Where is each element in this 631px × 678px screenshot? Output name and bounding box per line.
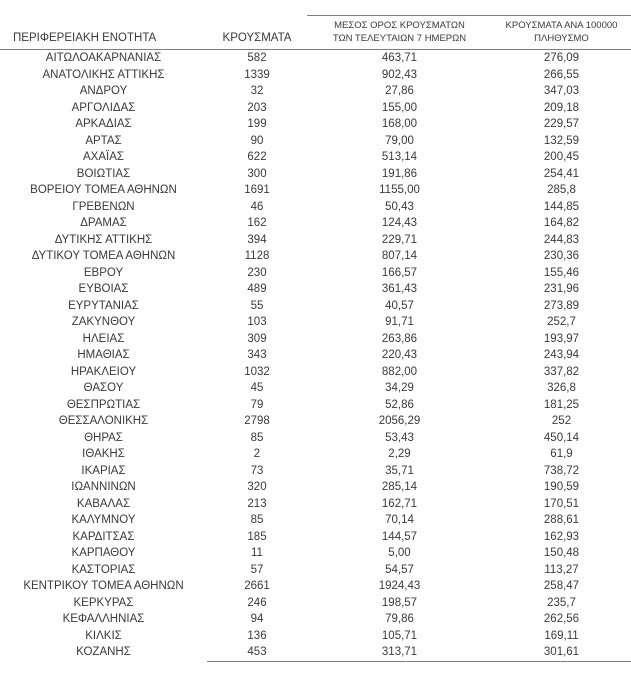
table-row	[0, 380, 631, 397]
cases-cell: 622	[247, 151, 267, 163]
region-cell: ΑΧΑΪΑΣ	[83, 151, 124, 163]
region-cell: ΔΥΤΙΚΗΣ ΑΤΤΙΚΗΣ	[54, 233, 153, 246]
cases-cell: 1032	[244, 365, 270, 378]
region-cell: ΚΑΡΠΑΘΟΥ	[71, 547, 136, 559]
per100k-cell: 235,7	[547, 596, 576, 609]
cases-cell: 246	[247, 596, 267, 609]
cases-cell: 85	[250, 431, 264, 444]
cases-cell: 394	[247, 233, 267, 246]
per100k-cell: 229,57	[543, 118, 580, 130]
per100k-cell: 326,8	[547, 382, 576, 394]
avg7-cell: 162,71	[381, 497, 418, 510]
header-avg7-line1: ΜΕΣΟΣ ΟΡΟΣ ΚΡΟΥΣΜΑΤΩΝ	[334, 20, 465, 31]
per100k-cell: 200,45	[543, 151, 580, 163]
table-header	[0, 16, 631, 50]
per100k-cell: 266,55	[543, 68, 580, 81]
table-row	[0, 248, 631, 265]
cases-cell: 199	[247, 118, 267, 130]
cases-cell: 94	[250, 613, 264, 625]
per100k-cell: 193,97	[543, 332, 580, 345]
cases-cell: 1339	[244, 68, 270, 81]
cases-cell: 136	[247, 629, 267, 642]
avg7-cell: 807,14	[381, 250, 418, 262]
cases-cell: 1128	[244, 250, 270, 262]
region-cell: ΗΡΑΚΛΕΙΟΥ	[70, 365, 137, 378]
avg7-cell: 40,57	[385, 299, 414, 312]
avg7-cell: 155,00	[381, 101, 418, 114]
region-cell: ΔΥΤΙΚΟΥ ΤΟΜΕΑ ΑΘΗΝΩΝ	[31, 250, 176, 262]
cases-cell: 90	[250, 134, 264, 147]
table-row	[0, 133, 631, 150]
region-cell: ΒΟΡΕΙΟΥ ΤΟΜΕΑ ΑΘΗΝΩΝ	[30, 184, 177, 196]
table-row	[0, 397, 631, 414]
table-row	[0, 67, 631, 84]
per100k-cell: 262,56	[543, 613, 580, 625]
table-row	[0, 463, 631, 480]
region-cell: ΚΕΝΤΡΙΚΟΥ ΤΟΜΕΑ ΑΘΗΝΩΝ	[23, 580, 184, 592]
cases-cell: 73	[250, 464, 264, 477]
table-row	[0, 50, 631, 67]
table-row	[0, 331, 631, 348]
per100k-cell: 231,96	[543, 283, 580, 295]
region-cell: ΚΑΒΑΛΑΣ	[76, 497, 131, 510]
header-per100k-line2: ΠΛΗΘΥΣΜΟ	[534, 33, 589, 44]
table-row	[0, 116, 631, 133]
avg7-cell: 53,43	[385, 431, 414, 444]
per100k-cell: 164,82	[543, 217, 580, 229]
cases-cell: 85	[250, 514, 264, 526]
cases-cell: 320	[247, 481, 267, 493]
per100k-cell: 276,09	[543, 52, 580, 64]
region-cell: ΚΕΡΚΥΡΑΣ	[73, 596, 134, 609]
per100k-cell: 169,11	[544, 629, 579, 642]
per100k-cell: 258,47	[543, 580, 580, 592]
region-cell: ΘΕΣΣΑΛΟΝΙΚΗΣ	[58, 415, 149, 427]
region-cell: ΙΘΑΚΗΣ	[82, 448, 125, 460]
per100k-cell: 450,14	[543, 431, 580, 444]
avg7-cell: 105,71	[381, 629, 418, 642]
region-cell: ΙΩΑΝΝΙΝΩΝ	[71, 481, 136, 493]
per100k-cell: 61,9	[550, 448, 573, 460]
table-row	[0, 149, 631, 166]
region-cell: ΚΙΛΚΙΣ	[85, 629, 122, 642]
table-row	[0, 628, 631, 645]
cases-cell: 343	[247, 349, 267, 361]
per100k-cell: 244,83	[543, 233, 580, 246]
avg7-cell: 79,00	[385, 134, 414, 147]
table-row	[0, 215, 631, 232]
table-row	[0, 281, 631, 298]
per100k-cell: 181,25	[543, 398, 580, 411]
region-cell: ΖΑΚΥΝΘΟΥ	[71, 316, 136, 328]
avg7-cell: 1924,43	[378, 580, 421, 592]
table-row	[0, 512, 631, 529]
table-row	[0, 314, 631, 331]
region-cell: ΓΡΕΒΕΝΩΝ	[72, 200, 135, 213]
per100k-cell: 285,8	[547, 184, 576, 196]
avg7-cell: 79,86	[385, 613, 414, 625]
region-cell: ΕΥΒΟΙΑΣ	[78, 283, 129, 295]
cases-cell: 213	[247, 497, 267, 510]
avg7-cell: 52,86	[385, 398, 414, 411]
region-cell: ΘΕΣΠΡΩΤΙΑΣ	[66, 398, 141, 411]
region-cell: ΚΕΦΑΛΛΗΝΙΑΣ	[62, 613, 145, 625]
cases-cell: 32	[250, 85, 264, 97]
region-cell: ΔΡΑΜΑΣ	[80, 217, 127, 229]
table-row	[0, 578, 631, 595]
table-row	[0, 446, 631, 463]
avg7-cell: 361,43	[381, 283, 418, 295]
table-row	[0, 611, 631, 628]
header-avg7	[307, 16, 492, 50]
avg7-cell: 220,43	[381, 349, 418, 361]
avg7-cell: 27,86	[385, 85, 414, 97]
avg7-cell: 313,71	[307, 644, 492, 661]
avg7-cell: 1155,00	[379, 184, 420, 196]
per100k-cell: 155,46	[543, 266, 580, 279]
cases-cell: 162	[247, 217, 267, 229]
per100k-cell: 273,89	[543, 299, 580, 312]
avg7-cell: 144,57	[381, 530, 418, 543]
table-row	[0, 562, 631, 579]
region-cell: ΚΑΡΔΙΤΣΑΣ	[72, 530, 135, 543]
region-cell: ΘΗΡΑΣ	[84, 431, 123, 444]
region-cell: ΑΝΑΤΟΛΙΚΗΣ ΑΤΤΙΚΗΣ	[42, 68, 165, 81]
avg7-cell: 902,43	[381, 68, 418, 81]
table-row	[0, 644, 631, 661]
cases-cell: 11	[251, 547, 263, 559]
region-cell: ΗΜΑΘΙΑΣ	[77, 349, 130, 361]
avg7-cell: 166,57	[381, 266, 418, 279]
per100k-cell: 150,48	[543, 547, 580, 559]
avg7-cell: 285,14	[381, 481, 418, 493]
avg7-cell: 91,71	[385, 316, 414, 328]
region-cell: ΚΟΖΑΝΗΣ	[76, 646, 131, 659]
region-cell: ΑΡΓΟΛΙΔΑΣ	[71, 101, 136, 114]
per100k-cell: 209,18	[543, 101, 580, 114]
cases-cell: 309	[247, 332, 267, 345]
per100k-cell: 347,03	[543, 85, 580, 97]
cases-cell: 582	[247, 52, 267, 64]
avg7-cell: 198,57	[381, 596, 418, 609]
per100k-cell: 738,72	[543, 464, 580, 477]
cases-cell: 55	[250, 299, 264, 312]
per100k-cell: 243,94	[543, 349, 580, 361]
avg7-cell: 2056,29	[378, 415, 421, 427]
header-per100k	[492, 16, 631, 50]
table-body	[0, 50, 631, 662]
per100k-cell: 301,61	[492, 644, 631, 661]
cases-cell: 46	[250, 200, 264, 213]
table-row	[0, 100, 631, 117]
avg7-cell: 513,14	[381, 151, 418, 163]
avg7-cell: 70,14	[385, 514, 414, 526]
avg7-cell: 229,71	[381, 233, 418, 246]
per100k-cell: 230,36	[543, 250, 580, 262]
per100k-cell: 252,7	[547, 316, 576, 328]
table-row	[0, 430, 631, 447]
avg7-cell: 5,00	[388, 547, 411, 559]
cases-cell: 185	[247, 530, 267, 543]
per100k-cell: 252	[551, 415, 572, 427]
avg7-cell: 50,43	[385, 200, 414, 213]
region-cell: ΒΟΙΩΤΙΑΣ	[76, 167, 131, 180]
table-row	[0, 496, 631, 513]
avg7-cell: 463,71	[381, 52, 418, 64]
cases-cell: 230	[247, 266, 267, 279]
table-row	[0, 545, 631, 562]
per100k-cell: 113,27	[544, 563, 579, 576]
cases-cell: 79	[250, 398, 264, 411]
table-row	[0, 83, 631, 100]
avg7-cell: 191,86	[381, 167, 418, 180]
header-regional-unit: ΠΕΡΙΦΕΡΕΙΑΚΗ ΕΝΟΤΗΤΑ	[0, 16, 207, 50]
header-avg7-line2: ΤΩΝ ΤΕΛΕΥΤΑΙΩΝ 7 ΗΜΕΡΩΝ	[332, 33, 467, 44]
cases-cell: 57	[250, 563, 264, 576]
table-row	[0, 166, 631, 183]
header-per100k-line1: ΚΡΟΥΣΜΑΤΑ ΑΝΑ 100000	[505, 20, 618, 31]
table-row	[0, 595, 631, 612]
per100k-cell: 190,59	[543, 481, 580, 493]
cases-cell: 203	[247, 101, 267, 114]
region-cell: ΕΥΡΥΤΑΝΙΑΣ	[68, 299, 139, 312]
table-row	[0, 479, 631, 496]
cases-cell: 300	[247, 167, 267, 180]
cases-cell: 489	[247, 283, 267, 295]
region-cell: ΑΝΔΡΟΥ	[79, 85, 128, 97]
table-row	[0, 265, 631, 282]
table-row	[0, 529, 631, 546]
region-cell: ΚΑΛΥΜΝΟΥ	[71, 514, 136, 526]
table-row	[0, 347, 631, 364]
table-row	[0, 182, 631, 199]
table-row	[0, 232, 631, 249]
avg7-cell: 2,29	[388, 448, 411, 460]
avg7-cell: 168,00	[381, 118, 418, 130]
per100k-cell: 162,93	[543, 530, 580, 543]
per100k-cell: 144,85	[543, 200, 580, 213]
per100k-cell: 254,41	[543, 167, 580, 180]
region-cell: ΚΑΣΤΟΡΙΑΣ	[71, 563, 136, 576]
cases-cell: 103	[247, 316, 267, 328]
header-row	[0, 16, 631, 50]
avg7-cell: 882,00	[381, 365, 418, 378]
table-row	[0, 298, 631, 315]
avg7-cell: 124,43	[381, 217, 418, 229]
region-cell: ΙΚΑΡΙΑΣ	[81, 464, 126, 477]
per100k-cell: 337,82	[543, 365, 580, 378]
cases-cell: 2661	[244, 580, 270, 592]
cases-cell: 2798	[244, 415, 270, 427]
cases-cell: 453	[207, 644, 307, 661]
cases-cell: 45	[250, 382, 264, 394]
covid-cases-table	[0, 15, 631, 662]
region-cell: ΗΛΕΙΑΣ	[82, 332, 125, 345]
region-cell: ΑΡΚΑΔΙΑΣ	[75, 118, 132, 130]
avg7-cell: 34,29	[385, 382, 414, 394]
region-cell: ΕΒΡΟΥ	[83, 266, 124, 279]
avg7-cell: 54,57	[385, 563, 414, 576]
region-cell: ΑΡΤΑΣ	[85, 134, 122, 147]
avg7-cell: 35,71	[385, 464, 414, 477]
per100k-cell: 132,59	[543, 134, 580, 147]
table-row	[0, 199, 631, 216]
region-cell: ΑΙΤΩΛΟΑΚΑΡΝΑΝΙΑΣ	[45, 52, 162, 64]
region-cell: ΘΑΣΟΥ	[83, 382, 124, 394]
avg7-cell: 263,86	[381, 332, 418, 345]
cases-cell: 2	[253, 448, 261, 460]
per100k-cell: 288,61	[543, 514, 580, 526]
table-row	[0, 364, 631, 381]
header-cases: ΚΡΟΥΣΜΑΤΑ	[207, 16, 307, 50]
per100k-cell: 170,51	[543, 497, 580, 510]
table-row	[0, 413, 631, 430]
cases-cell: 1691	[244, 184, 270, 196]
